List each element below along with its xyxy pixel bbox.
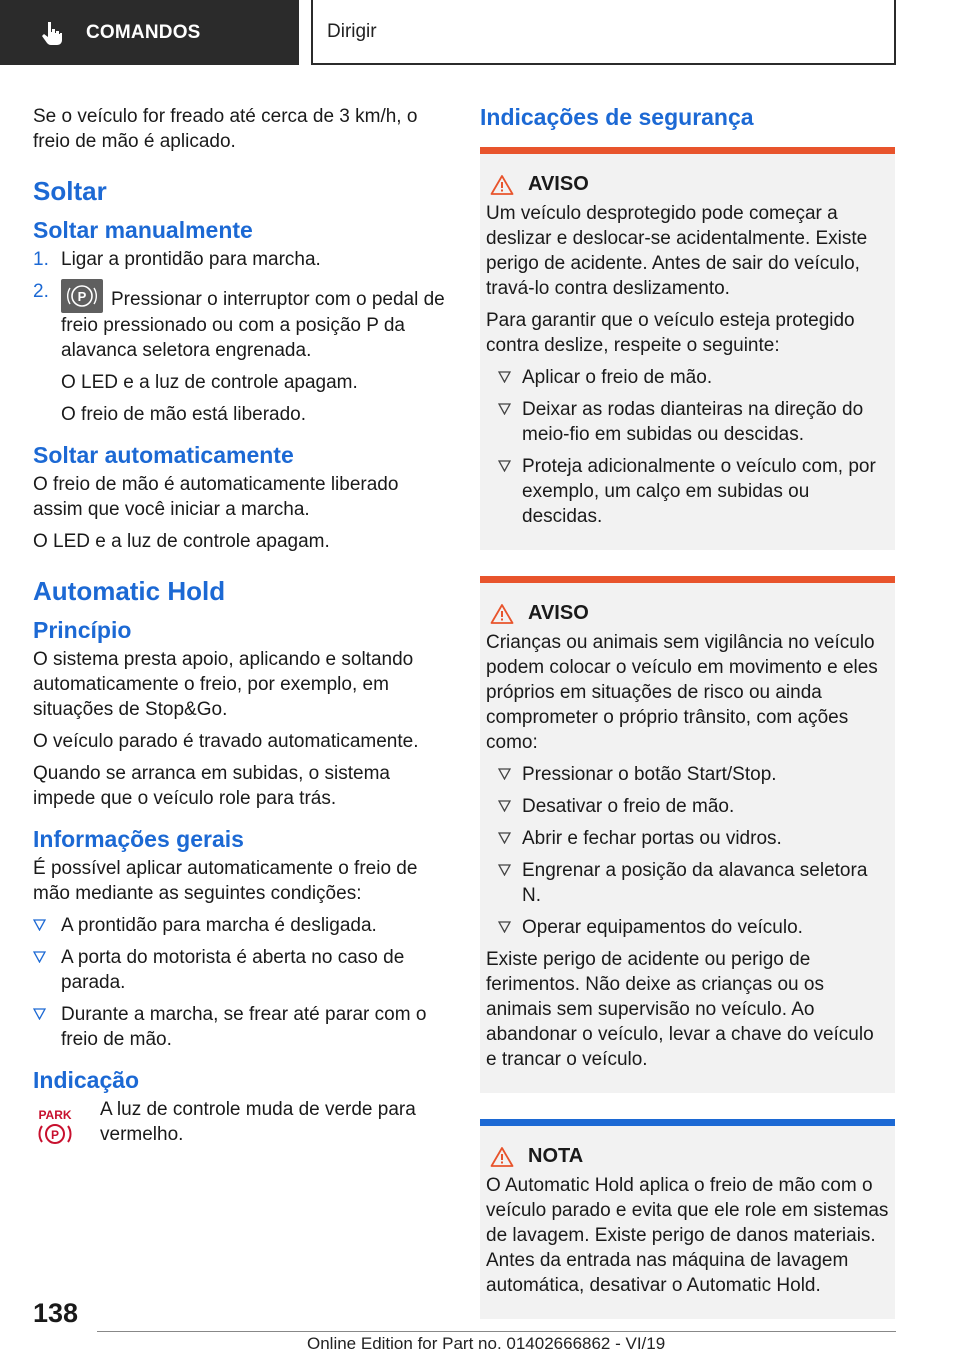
park-indicator-icon <box>33 1105 77 1147</box>
list-item-text: Operar equipamentos do veículo. <box>522 917 803 938</box>
list-item-text: Durante a marcha, se frear até parar com o freio de mão. <box>61 1004 427 1050</box>
bullet-triangle-icon <box>33 950 46 963</box>
warning-paragraph: Existe perigo de acidente ou perigo de ferimentos. Não deixe as crianças ou os animais sem supervisão no veículo. Ao abandonar o veículo, levar a chave do veículo e trancar o veículo. <box>486 949 874 1070</box>
step-result: O LED e a luz de controle apagam. <box>61 372 358 393</box>
section-title: COMANDOS <box>86 21 201 43</box>
auto-paragraph: O freio de mão é automaticamente liberado assim que você iniciar a marcha. <box>33 474 399 520</box>
bullet-triangle-icon <box>498 920 511 933</box>
bullet-triangle-icon <box>498 767 511 780</box>
bullet-triangle-icon <box>498 799 511 812</box>
list-item-text: A prontidão para marcha é desligada. <box>61 915 377 936</box>
heading-indicacao: Indicação <box>33 1067 140 1093</box>
list-item-text: Deixar as rodas dianteiras na direção do meio-fio em subidas ou descidas. <box>522 399 864 445</box>
indicacao-block <box>33 1097 448 1147</box>
list-item <box>486 915 889 940</box>
warning-label: AVISO <box>528 173 589 195</box>
conditions-list <box>33 913 448 1052</box>
bullet-triangle-icon <box>498 459 511 472</box>
warning-bar <box>480 147 895 154</box>
intro-paragraph: Se o veículo for freado até cerca de 3 km/h, o freio de mão é aplicado. <box>33 106 418 152</box>
list-item-text: Aplicar o freio de mão. <box>522 367 713 388</box>
bullet-triangle-icon <box>498 370 511 383</box>
list-item-text: Desativar o freio de mão. <box>522 796 735 817</box>
list-item <box>33 945 448 995</box>
warning-list <box>486 365 889 529</box>
list-item <box>486 397 889 447</box>
list-item <box>33 1002 448 1052</box>
svg-text:P: P <box>77 289 87 304</box>
list-item <box>486 794 889 819</box>
heading-indicacoes-seguranca: Indicações de segurança <box>480 104 754 130</box>
heading-soltar-manualmente: Soltar manualmente <box>33 217 253 243</box>
list-item <box>486 858 889 908</box>
warning-heading <box>486 601 889 626</box>
heading-soltar-automaticamente: Soltar automaticamente <box>33 442 294 468</box>
note-paragraph: O Automatic Hold aplica o freio de mão com o veículo parado e evita que ele role em sistemas de lavagem. Existe perigo de danos materiais. Antes da entrada nas máquina de lavagem automática, desativar o Automatic Hold. <box>486 1175 889 1296</box>
list-item-text: Pressionar o botão Start/Stop. <box>522 764 777 785</box>
note-box <box>480 1119 895 1319</box>
chapter-title: Dirigir <box>327 20 377 42</box>
warning-triangle-icon <box>490 603 514 625</box>
bullet-triangle-icon <box>498 831 511 844</box>
step-text: Ligar a prontidão para marcha. <box>61 249 321 270</box>
edition-footer: Online Edition for Part no. 01402666862 - VI/19 <box>307 1334 666 1353</box>
step-number: 1. <box>33 249 49 270</box>
left-column <box>33 104 448 1147</box>
warning-paragraph: Para garantir que o veículo esteja protegido contra deslize, respeite o seguinte: <box>486 310 855 356</box>
list-item <box>486 826 889 851</box>
note-label: NOTA <box>528 1145 584 1167</box>
warning-box <box>480 147 895 550</box>
heading-informacoes-gerais: Informações gerais <box>33 826 244 852</box>
warning-bar <box>480 576 895 583</box>
info-paragraph: É possível aplicar automaticamente o freio de mão mediante as seguintes condições: <box>33 858 418 904</box>
list-item-text: Abrir e fechar portas ou vidros. <box>522 828 782 849</box>
step-text: Pressionar o interruptor com o pedal de freio pressionado ou com a posição P da alavanca seletora engrenada. <box>61 289 445 361</box>
list-item <box>486 454 889 529</box>
list-item <box>33 913 448 938</box>
step-result: O freio de mão está liberado. <box>61 404 307 425</box>
page-number: 138 <box>33 1298 79 1328</box>
bullet-triangle-icon <box>33 1007 46 1020</box>
heading-principio: Princípio <box>33 617 132 643</box>
principio-paragraph: O sistema presta apoio, aplicando e soltando automaticamente o freio, por exemplo, em situações de Stop&Go. <box>33 649 414 720</box>
list-item-text: A porta do motorista é aberta no caso de parada. <box>61 947 405 993</box>
parking-brake-switch-icon <box>61 279 103 313</box>
warning-box <box>480 576 895 1093</box>
heading-automatic-hold: Automatic Hold <box>33 576 226 606</box>
note-heading <box>486 1144 889 1169</box>
warning-heading <box>486 172 889 197</box>
heading-soltar: Soltar <box>33 176 107 206</box>
principio-paragraph: O veículo parado é travado automaticamente. <box>33 731 419 752</box>
footer-divider <box>97 1331 896 1332</box>
warning-paragraph: Um veículo desprotegido pode começar a deslizar e deslocar-se acidentalmente. Existe perigo de acidente. Antes de sair do veículo, travá-lo contra deslizamento. <box>486 203 868 299</box>
indicacao-text: A luz de controle muda de verde para vermelho. <box>100 1099 416 1145</box>
list-item <box>486 762 889 787</box>
warning-triangle-icon <box>490 174 514 196</box>
release-steps <box>33 247 448 427</box>
warning-triangle-icon <box>490 1146 514 1168</box>
list-item-text: Proteja adicionalmente o veículo com, por exemplo, um calço em subidas ou descidas. <box>522 456 876 527</box>
auto-paragraph: O LED e a luz de controle apagam. <box>33 531 330 552</box>
bullet-triangle-icon <box>498 402 511 415</box>
step-number: 2. <box>33 281 49 302</box>
chapter-header <box>311 0 896 65</box>
list-item-text: Engrenar a posição da alavanca seletora N. <box>522 860 868 906</box>
step-item <box>33 279 448 427</box>
warning-list <box>486 762 889 940</box>
right-column <box>480 100 895 1345</box>
park-label: PARK <box>38 1108 72 1122</box>
bullet-triangle-icon <box>33 918 46 931</box>
list-item <box>486 365 889 390</box>
step-item <box>33 247 448 272</box>
principio-paragraph: Quando se arranca em subidas, o sistema impede que o veículo role para trás. <box>33 763 390 809</box>
warning-paragraph: Crianças ou animais sem vigilância no veículo podem colocar o veículo em movimento e eles próprios em situações de risco ou ainda comprometer o próprio trânsito, com ações como: <box>486 632 878 753</box>
svg-text:P: P <box>50 1128 60 1142</box>
section-tab <box>0 0 299 65</box>
warning-label: AVISO <box>528 602 589 624</box>
hand-pointer-icon <box>40 20 64 46</box>
bullet-triangle-icon <box>498 863 511 876</box>
note-bar <box>480 1119 895 1126</box>
